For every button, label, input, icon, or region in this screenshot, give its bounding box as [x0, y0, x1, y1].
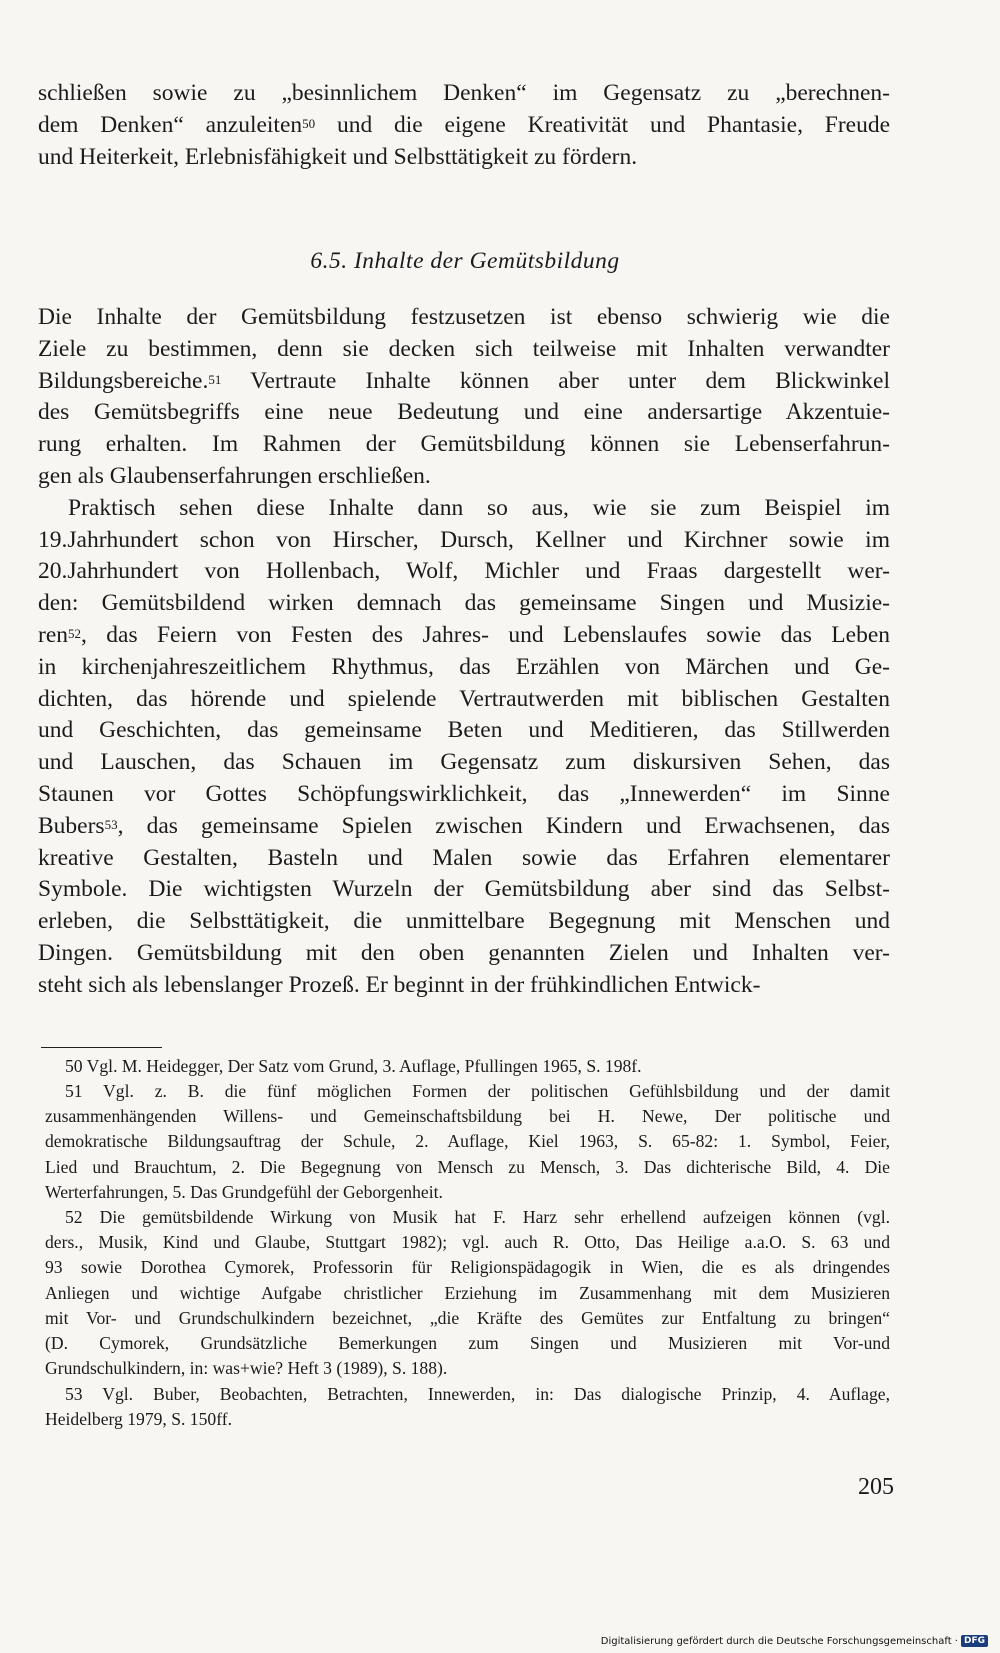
footnote-line: 52 Die gemütsbildende Wirkung von Musik hat F. Harz sehr erhellend aufzeigen können (vgl. [65, 1207, 890, 1227]
text-line: ren$^{52}$, das Feiern von Festen des Jahres- und Lebenslaufes sowie das Leben [38, 621, 890, 648]
footnote-line: Heidelberg 1979, S. 150ff. [45, 1409, 232, 1430]
text-line: Ziele zu bestimmen, denn sie decken sich teilweise mit Inhalten verwandter [38, 335, 890, 362]
page-number: 205 [858, 1474, 894, 1500]
text-line: Bubers$^{53}$, das gemeinsame Spielen zwischen Kindern und Erwachsenen, das [38, 812, 890, 839]
body-paragraphs [38, 302, 890, 1002]
text-line: den: Gemütsbildend wirken demnach das gemeinsame Singen und Musizie- [38, 590, 890, 617]
section-heading: 6.5. Inhalte der Gemütsbildung [310, 248, 620, 274]
footnote-51 [45, 1079, 890, 1205]
text-line: erleben, die Selbsttätigkeit, die unmittelbare Begegnung mit Menschen und [38, 908, 890, 935]
footnote-ref: 51 [208, 371, 222, 387]
text-line: 19.Jahrhundert schon von Hirscher, Dursch, Kellner und Kirchner sowie im [38, 526, 890, 553]
footnote-line: demokratische Bildungsauftrag der Schule, 2. Auflage, Kiel 1963, S. 65-82: 1. Symbol, Feier, [45, 1131, 890, 1152]
text-line: rung erhalten. Im Rahmen der Gemütsbildung können sie Lebenserfahrun- [38, 431, 890, 458]
footnote-line: 50 Vgl. M. Heidegger, Der Satz vom Grund, 3. Auflage, Pfullingen 1965, S. 198f. [65, 1056, 642, 1076]
text-line: Bildungsbereiche.$^{51}$ Vertraute Inhalte können aber unter dem Blickwinkel [38, 367, 890, 394]
text-line: Symbole. Die wichtigsten Wurzeln der Gemütsbildung aber sind das Selbst- [38, 876, 890, 903]
footnote-ref: 50 [302, 115, 316, 131]
text-line: schließen sowie zu „besinnlichem Denken“ im Gegensatz zu „berechnen- [38, 80, 890, 106]
text-line: Dingen. Gemütsbildung mit den oben genannten Zielen und Inhalten ver- [38, 939, 890, 966]
text-line: Staunen vor Gottes Schöpfungswirklichkeit, das „Innewerden“ im Sinne [38, 780, 890, 807]
footnote-53 [45, 1382, 890, 1432]
text-line: Die Inhalte der Gemütsbildung festzusetzen ist ebenso schwierig wie die [38, 304, 890, 330]
footnote-line: Grundschulkindern, in: was+wie? Heft 3 (1989), S. 188). [45, 1358, 448, 1379]
footnote-line: 51 Vgl. z. B. die fünf möglichen Formen der politischen Gefühlsbildung und der damit [65, 1081, 890, 1101]
footnote-50 [45, 1054, 890, 1079]
footnote-line: Lied und Brauchtum, 2. Die Begegnung von Mensch zu Mensch, 3. Das dichterische Bild, 4. Die [45, 1156, 890, 1177]
text-line: Praktisch sehen diese Inhalte dann so aus, wie sie zum Beispiel im [68, 494, 890, 521]
text-line: in kirchenjahreszeitlichem Rhythmus, das Erzählen von Märchen und Ge- [38, 653, 890, 680]
text-line: und Heiterkeit, Erlebnisfähigkeit und Selbsttätigkeit zu fördern. [38, 143, 638, 170]
text-line: kreative Gestalten, Basteln und Malen sowie das Erfahren elementarer [38, 844, 890, 871]
text-line: 20.Jahrhundert von Hollenbach, Wolf, Michler und Fraas dargestellt wer- [38, 558, 890, 585]
text-line: des Gemütsbegriffs eine neue Bedeutung und eine andersartige Akzentuie- [38, 399, 890, 426]
intro-paragraph [38, 78, 890, 173]
text-line: gen als Glaubenserfahrungen erschließen. [38, 462, 431, 489]
text-line: steht sich als lebenslanger Prozeß. Er beginnt in der frühkindlichen Entwick- [38, 971, 761, 998]
footnote-line: ders., Musik, Kind und Glaube, Stuttgart 1982); vgl. auch R. Otto, Das Heilige a.a.O. S. 63 und [45, 1232, 890, 1253]
text-line: dem Denken“ anzuleiten$^{50}$ und die eigene Kreativität und Phantasie, Freude [38, 111, 891, 138]
digitization-credit [601, 1635, 988, 1647]
footnote-line: zusammenhängenden Willens- und Gemeinschaftsbildung bei H. Newe, Der politische und [45, 1106, 890, 1127]
footnote-divider [41, 1047, 162, 1048]
footnote-ref: 53 [104, 816, 118, 832]
dfg-logo: DFG [961, 1635, 988, 1647]
footnote-line: 53 Vgl. Buber, Beobachten, Betrachten, Innewerden, in: Das dialogische Prinzip, 4. Auflage, [65, 1384, 890, 1404]
footnote-52 [45, 1205, 890, 1381]
footnote-line: (D. Cymorek, Grundsätzliche Bemerkungen zum Singen und Musizieren mit Vor-und [45, 1332, 890, 1353]
footnote-line: mit Vor- und Grundschulkindern bezeichnet, „die Kräfte des Gemütes zur Entfaltung zu bringen“ [45, 1307, 890, 1328]
footnote-line: Werterfahrungen, 5. Das Grundgefühl der Geborgenheit. [45, 1181, 443, 1202]
footnote-line: 93 sowie Dorothea Cymorek, Professorin für Religionspädagogik in Wien, die es als dringendes [45, 1257, 890, 1278]
text-line: und Lauschen, das Schauen im Gegensatz zum diskursiven Sehen, das [38, 749, 890, 776]
text-line: dichten, das hörende und spielende Vertrautwerden mit biblischen Gestalten [38, 685, 890, 712]
footnote-ref: 52 [68, 625, 82, 641]
footnote-line: Anliegen und wichtige Aufgabe christlicher Erziehung im Zusammenhang mit dem Musizieren [45, 1282, 890, 1303]
text-line: und Geschichten, das gemeinsame Beten und Meditieren, das Stillwerden [38, 717, 890, 744]
credit-text: Digitalisierung gefördert durch die Deutsche Forschungsgemeinschaft · [600, 1635, 958, 1647]
